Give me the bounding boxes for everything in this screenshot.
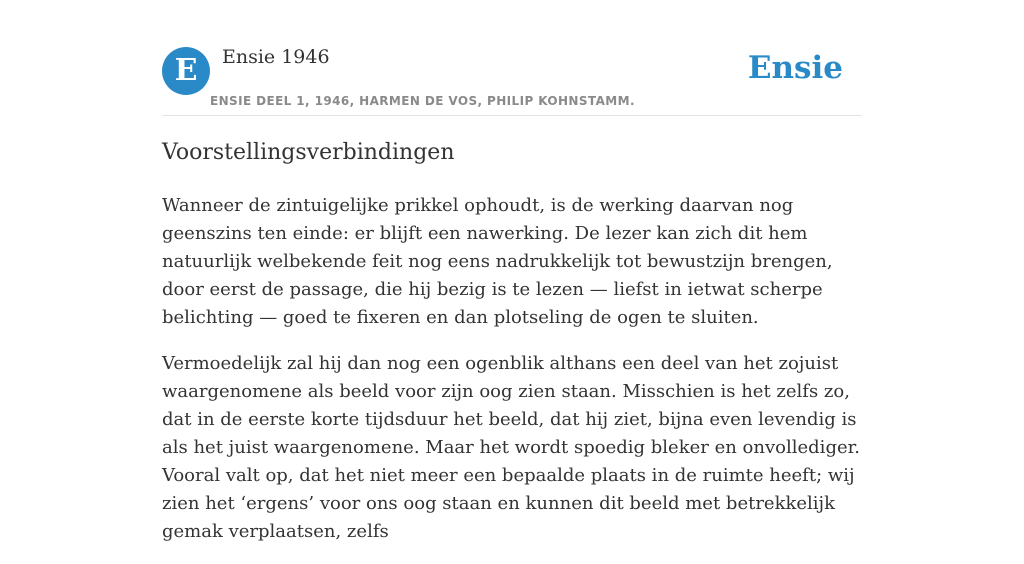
paragraph: Vermoedelijk zal hij dan nog een ogenblik althans een deel van het zojuist waargenomene als beeld voor zijn oog zien staan. Misschien is het zelfs zo, dat in de eerste korte tijdsduur het beeld, dat hij ziet, bijna even levendig is als het juist waargenomene. Maar het wordt spoedig bleker en onvollediger. Vooral valt op, dat het niet meer een bepaalde plaats in de ruimte heeft; wij zien het ‘ergens’ voor ons oog staan en kunnen dit beeld met betrekkelijk gemak verplaatsen, zelfs [162,353,860,542]
header-divider [162,115,862,116]
brand-logo-link[interactable]: Ensie [747,50,843,86]
ensie-logo-icon[interactable]: E [162,47,210,95]
edition-subtitle: ENSIE DEEL 1, 1946, HARMEN DE VOS, PHILIP KOHNSTAMM. [210,94,635,108]
article-body [162,192,862,564]
edition-title-link[interactable]: Ensie 1946 [222,46,330,68]
paragraph: Wanneer de zintuigelijke prikkel ophoudt, is de werking daarvan nog geenszins ten einde: er blijft een nawerking. De lezer kan zich dit hem natuurlijk welbekende feit nog eens nadrukkelijk tot bewustzijn brengen, door eerst de passage, die hij bezig is te lezen — liefst in ietwat scherpe belichting — goed te fixeren en dan plotseling de ogen te sluiten. [162,195,833,328]
article-title: Voorstellingsverbindingen [162,140,455,165]
